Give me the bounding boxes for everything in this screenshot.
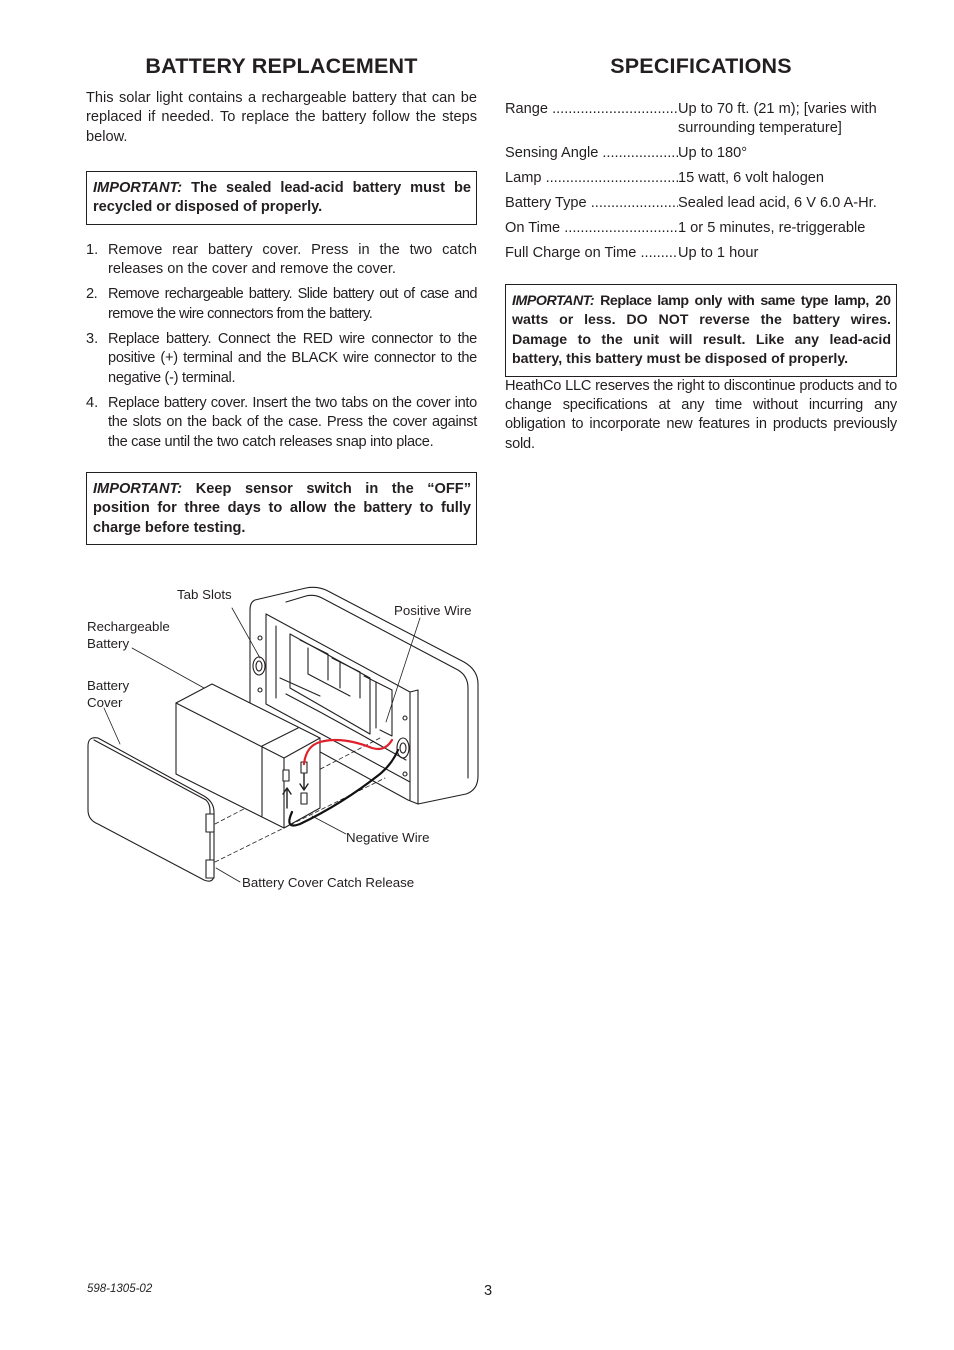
battery-replacement-title: BATTERY REPLACEMENT (145, 54, 418, 78)
important-recycle-note (86, 171, 477, 225)
label-positive-wire: Positive Wire (394, 603, 472, 618)
spec-row-range (505, 100, 897, 139)
spec-value: Sealed lead acid, 6 V 6.0 A-Hr. (678, 195, 877, 212)
label-line: Battery (87, 636, 130, 651)
battery-intro: This solar light contains a rechargeable battery that can be replaced if needed. To replace the battery follow the steps below. (86, 90, 477, 145)
spec-label: Sensing Angle ..... (505, 144, 678, 163)
important-label: IMPORTANT: (512, 292, 595, 309)
spec-value: 1 or 5 minutes, re-triggerable (678, 220, 866, 237)
important-text: The sealed lead-acid battery must be recycled or disposed of properly. (93, 179, 471, 216)
important-text-first: Replace lamp only with same type lamp, (600, 292, 869, 309)
label-line: Cover (87, 695, 123, 710)
specifications-title: SPECIFICATIONS (610, 54, 792, 78)
page-number: 3 (484, 1283, 493, 1299)
specifications-section (505, 54, 897, 454)
spec-row-lamp (505, 169, 897, 188)
spec-value: Up to 1 hour (678, 245, 759, 262)
step-item (86, 285, 477, 324)
spec-label: Full Charge on Time ..... (505, 244, 678, 263)
step-item (86, 330, 477, 388)
label-tab-slots: Tab Slots (177, 587, 232, 602)
label-battery-cover (87, 677, 129, 711)
step-text: Remove rechargeable battery. Slide battery out of case and remove the wire connectors from the battery. (108, 286, 477, 322)
battery-replacement-section (86, 54, 477, 545)
label-battery-cover-catch-release: Battery Cover Catch Release (242, 875, 415, 890)
step-item (86, 394, 477, 452)
spec-row-sensing-angle (505, 144, 897, 163)
important-label: IMPORTANT: (93, 480, 183, 497)
spec-row-battery-type (505, 194, 897, 213)
spec-label: Lamp ..... (505, 169, 678, 188)
spec-value: Up to 70 ft. (21 m); [varies with surrounding temperature] (678, 101, 877, 137)
label-negative-wire: Negative Wire (346, 830, 430, 845)
important-label: IMPORTANT: (93, 179, 183, 196)
spec-label: Battery Type ..... (505, 194, 678, 213)
battery-replacement-diagram (80, 578, 490, 898)
step-text: Replace battery cover. Insert the two tabs on the cover into the slots on the back of the case. Press the cover against the case until the two catch releases snap into place. (108, 394, 477, 450)
important-text-rest: 20 watts or less. DO NOT reverse the battery wires. Damage to the unit will result. Like any lead-acid battery, this battery must be disposed of properly. (512, 292, 891, 368)
step-item (86, 241, 477, 280)
spec-value: 15 watt, 6 volt halogen (678, 170, 825, 187)
spec-value: Up to 180° (678, 145, 748, 162)
step-text: Remove rear battery cover. Press in the two catch releases on the cover and remove the cover. (108, 241, 477, 278)
spec-row-on-time (505, 219, 897, 238)
step-number: 2. (86, 286, 98, 303)
disclaimer: HeathCo LLC reserves the right to discontinue products and to change specifications at any time without incurring any obligation to incorporate new features in products previously sold. (505, 377, 897, 452)
important-text: Keep sensor switch in the “OFF” position for three days to allow the battery to fully charge before testing. (93, 480, 471, 536)
spec-row-full-charge (505, 244, 897, 263)
document-code: 598-1305-02 (87, 1283, 153, 1295)
step-number: 1. (86, 241, 99, 258)
spec-table (505, 100, 897, 264)
step-text: Replace battery. Connect the RED wire connector to the positive (+) terminal and the BLACK wire connector to the negative (-) terminal. (108, 331, 477, 386)
replacement-steps (86, 241, 477, 452)
step-number: 4. (86, 394, 99, 411)
step-number: 3. (86, 331, 99, 348)
label-line: Battery (87, 678, 130, 693)
label-line: Rechargeable (87, 619, 170, 634)
important-charge-note (86, 472, 477, 546)
spec-label: Range ..... (505, 100, 678, 139)
important-lamp-note (505, 284, 897, 377)
label-rechargeable-battery (87, 618, 170, 652)
spec-label: On Time ..... (505, 219, 678, 238)
